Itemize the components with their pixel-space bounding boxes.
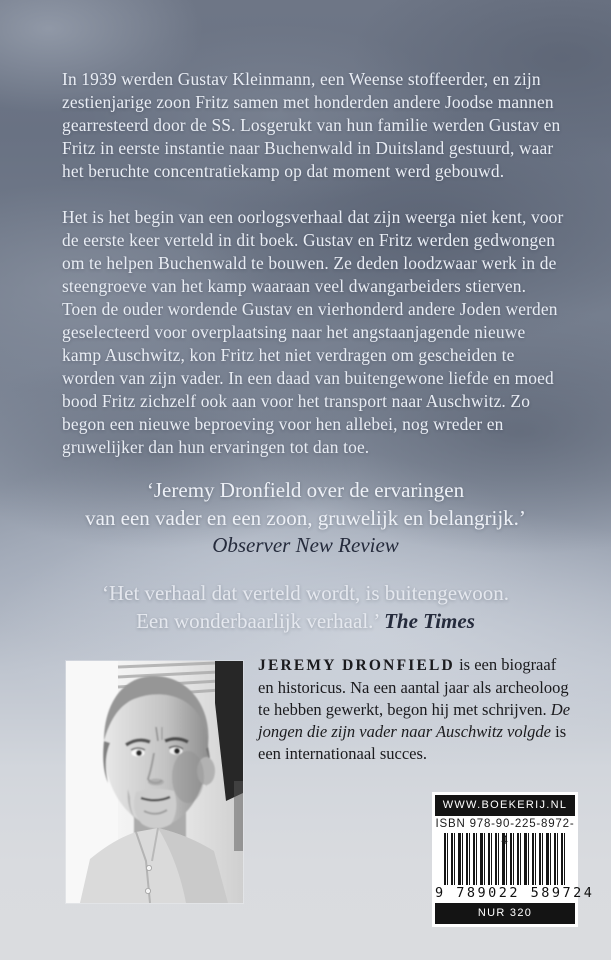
- bio-text: is een internationaal succes.: [258, 722, 567, 763]
- bio-text: is een biograaf en historicus. Na een aantal jaar als archeoloog te hebben gewerkt, begon hij met schrijven.: [258, 655, 569, 719]
- quote-attribution: The Times: [384, 608, 475, 633]
- author-portrait-image: [66, 661, 243, 903]
- quote-line-text: Een wonderbaarlijk verhaal.’: [136, 608, 379, 633]
- review-quote-times: [0, 580, 611, 635]
- synopsis-paragraph-1: In 1939 werden Gustav Kleinmann, een Weense stoffeerder, en zijn zestienjarige zoon Fritz samen met honderden andere Joodse mannen gearresteerd door de SS. Losgerukt van hun familie werden Gustav en Fritz in eerste instantie naar Buchenwald in Duitsland gestuurd, waar het beruchte concentratiekamp op dat moment werd gebouwd.: [62, 69, 561, 181]
- nur-code: NUR 320: [435, 903, 575, 924]
- barcode-label: [432, 792, 595, 927]
- review-quote-observer: [0, 477, 611, 560]
- publisher-website: WWW.BOEKERIJ.NL: [435, 795, 575, 816]
- author-bio: [258, 654, 572, 765]
- synopsis: [62, 68, 564, 482]
- quote-line: van een vader en een zoon, gruwelijk en belangrijk.’: [85, 505, 526, 530]
- barcode-number: 9 789022 589724: [435, 885, 595, 901]
- author-name: JEREMY DRONFIELD: [258, 657, 455, 674]
- isbn-text: ISBN 978-90-225-8972-4: [435, 818, 575, 847]
- quote-line: [0, 608, 611, 636]
- author-photo: [66, 661, 243, 903]
- quote-attribution: Observer New Review: [212, 533, 399, 557]
- synopsis-paragraph-2: Het is het begin van een oorlogsverhaal dat zijn weerga niet kent, voor de eerste keer verteld in dit boek. Gustav en Fritz werden gedwongen om te helpen Buchenwald te bouwen. Ze deden loodzwaar werk in de steengroeve van het kamp waaraan veel dwangarbeiders stierven. Toen de ouder wordende Gustav en vierhonderd andere Joden werden geselecteerd voor overplaatsing naar het angstaanjagende nieuwe kamp Auschwitz, kon Fritz het niet verdragen om gescheiden te worden van zijn vader. In een daad van buitengewone liefde en moed bood Fritz zichzelf ook aan voor het transport naar Auschwitz. Zo begon een nieuwe beproeving voor hen allebei, nog wreder en gruwelijker dan hun ervaringen tot dan toe.: [62, 207, 564, 457]
- quote-line: ‘Het verhaal dat verteld wordt, is buitengewoon.: [101, 581, 510, 605]
- quote-line: ‘Jeremy Dronfield over de ervaringen: [146, 478, 465, 502]
- book-title: De jongen die zijn vader naar Auschwitz volgde: [258, 700, 571, 741]
